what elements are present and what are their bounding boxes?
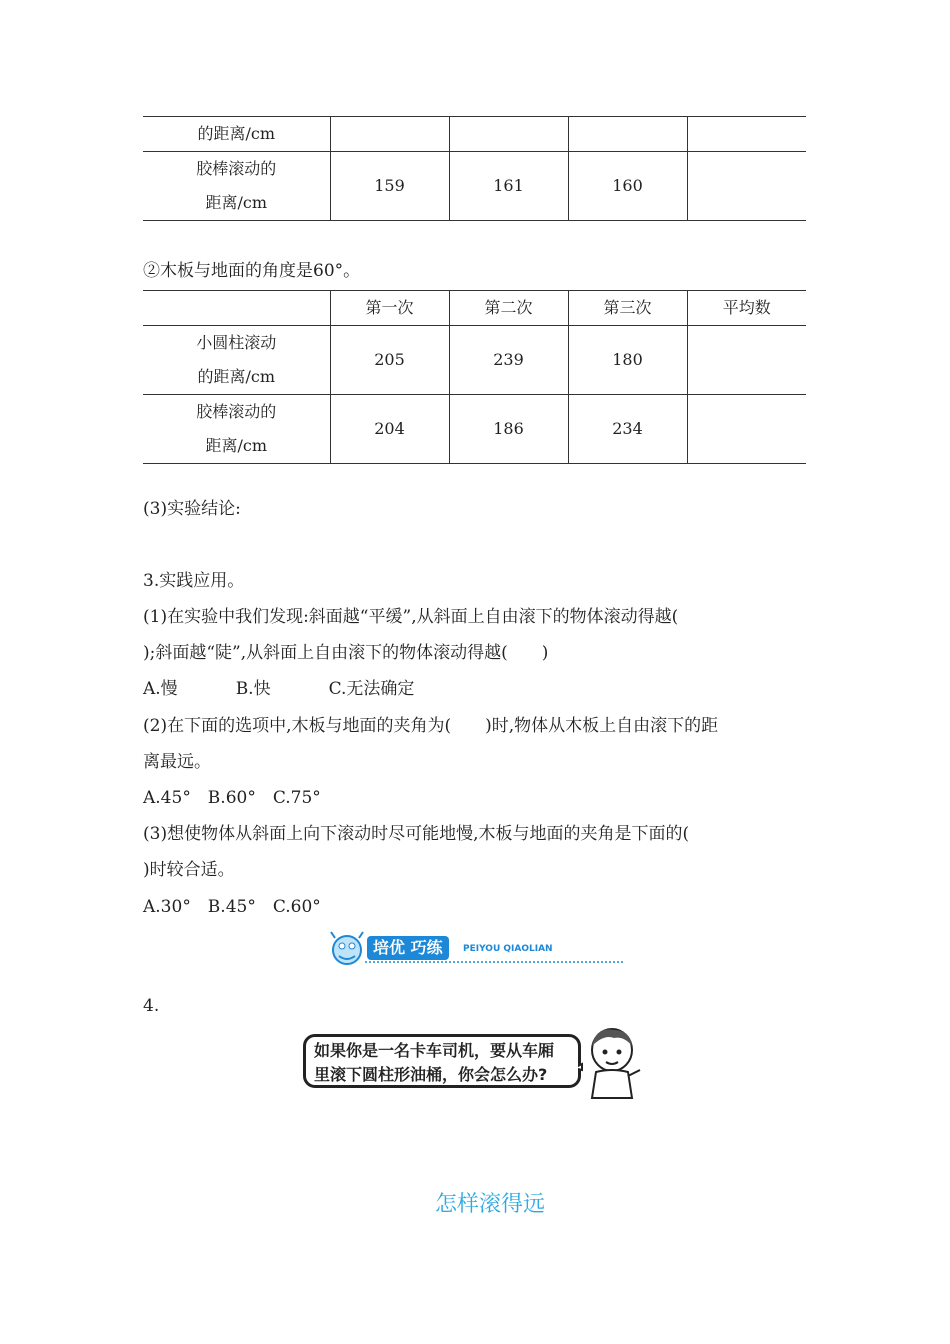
table-cell: 234 <box>568 395 687 464</box>
header-cell: 第三次 <box>568 291 687 326</box>
conclusion-label: (3)实验结论: <box>143 499 241 519</box>
q3-part2-line2: 离最远。 <box>143 752 211 772</box>
table-cell <box>330 117 449 152</box>
table-cell <box>568 117 687 152</box>
table-cell: 239 <box>449 326 568 395</box>
table-cell: 204 <box>330 395 449 464</box>
q3-part2-options: A.45° B.60° C.75° <box>143 788 321 808</box>
option-b: B.快 <box>235 679 271 699</box>
q3-part3-line1: (3)想使物体从斜面上向下滚动时尽可能地慢,木板与地面的夹角是下面的( <box>143 824 690 844</box>
header-cell: 第一次 <box>330 291 449 326</box>
table-row <box>143 395 806 464</box>
row-label: 小圆柱滚动 的距离/cm <box>143 326 330 395</box>
table-cell: 186 <box>449 395 568 464</box>
header-cell: 平均数 <box>687 291 806 326</box>
q3-part3-options: A.30° B.45° C.60° <box>143 897 321 917</box>
banner-title: 培优 巧练 <box>367 936 449 960</box>
boy-character-icon <box>578 1024 644 1100</box>
table-cell <box>687 326 806 395</box>
table-header-row <box>143 291 806 326</box>
subheading-60deg: ②木板与地面的角度是60°。 <box>143 261 361 281</box>
row-label: 的距离/cm <box>143 117 330 152</box>
table-cell <box>687 395 806 464</box>
q3-part1-line1: (1)在实验中我们发现:斜面越“平缓”,从斜面上自由滚下的物体滚动得越( <box>143 607 679 627</box>
section-banner <box>325 930 625 970</box>
table-cell: 180 <box>568 326 687 395</box>
table-cell <box>449 117 568 152</box>
table-row <box>143 326 806 395</box>
table-cell <box>687 152 806 221</box>
table-cell: 159 <box>330 152 449 221</box>
q3-part3-line2: )时较合适。 <box>143 860 235 880</box>
q3-part2-line1: (2)在下面的选项中,木板与地面的夹角为( )时,物体从木板上自由滚下的距 <box>143 716 719 736</box>
question-3-title: 3.实践应用。 <box>143 571 245 591</box>
q3-part1-options <box>143 671 414 707</box>
q3-part1-line2: );斜面越“陡”,从斜面上自由滚下的物体滚动得越( ) <box>143 643 549 663</box>
table-cell: 161 <box>449 152 568 221</box>
option-a: A.慢 <box>143 679 178 699</box>
table-cell <box>687 117 806 152</box>
table-row <box>143 152 806 221</box>
results-table-60deg <box>143 290 806 464</box>
results-table-30deg <box>143 116 806 221</box>
footer-title: 怎样滚得远 <box>434 1192 545 1217</box>
header-cell <box>143 291 330 326</box>
table-cell: 205 <box>330 326 449 395</box>
option-c: C.无法确定 <box>328 679 415 699</box>
table-row <box>143 117 806 152</box>
banner-subtitle: PEIYOU QIAOLIAN <box>463 944 553 954</box>
row-label: 胶棒滚动的 距离/cm <box>143 152 330 221</box>
question-4-number: 4. <box>143 996 160 1016</box>
row-label: 胶棒滚动的 距离/cm <box>143 395 330 464</box>
table-cell: 160 <box>568 152 687 221</box>
header-cell: 第二次 <box>449 291 568 326</box>
speech-bubble: 如果你是一名卡车司机，要从车厢 里滚下圆柱形油桶，你会怎么办? <box>303 1034 581 1088</box>
